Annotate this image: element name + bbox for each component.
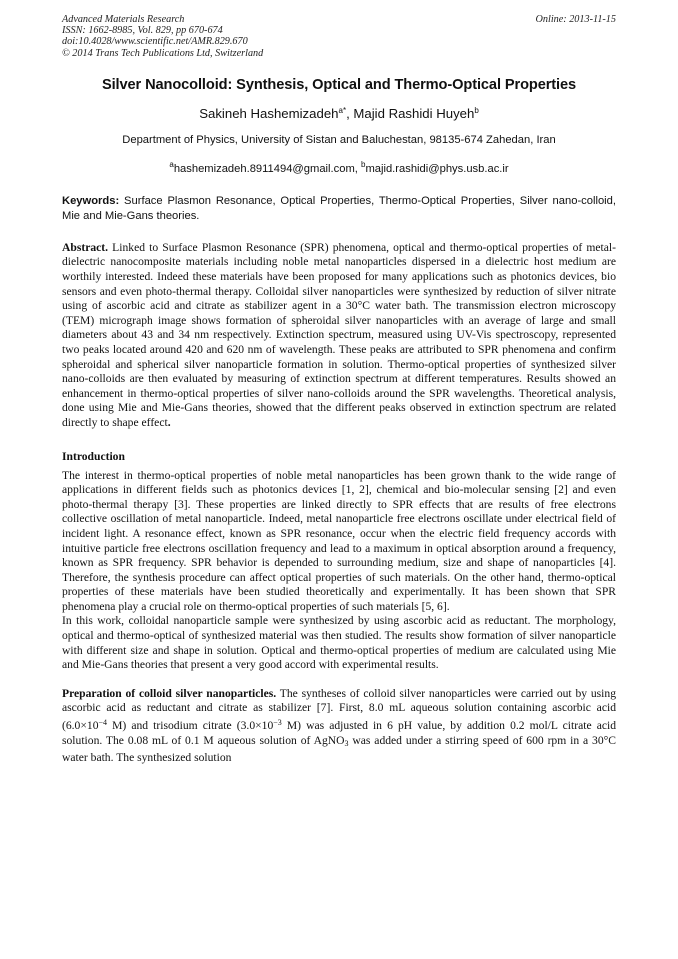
preparation-exponent-2: −3 xyxy=(273,718,282,728)
abstract xyxy=(62,241,616,431)
preparation-text-4: was added under a stirring speed of 600 rpm in a 30°C water bath. The synthesized solution xyxy=(62,733,616,765)
email-a: hashemizadeh.8911494@gmail.com xyxy=(173,162,355,175)
preparation-text-3: M) was adjusted in 6 pH value, by addition 0.2 mol/L citrate acid solution. The 0.08 mL of 0.1 M aqueous solution of AgNO xyxy=(62,719,616,747)
author-1-marker: a* xyxy=(338,105,347,115)
author-1: Sakineh Hashemizadeh xyxy=(199,105,339,121)
paper-page xyxy=(62,14,616,766)
journal-info xyxy=(62,14,616,59)
doi-line: doi:10.4028/www.scientific.net/AMR.829.670 xyxy=(62,36,248,48)
introduction-heading: Introduction xyxy=(62,449,125,463)
issn-line: ISSN: 1662-8985, Vol. 829, pp 670-674 xyxy=(62,25,223,37)
copyright-line: © 2014 Trans Tech Publications Ltd, Switzerland xyxy=(62,47,264,59)
author-separator: , xyxy=(346,105,354,121)
abstract-label: Abstract. xyxy=(62,240,109,254)
keywords-text: Surface Plasmon Resonance, Optical Properties, Thermo-Optical Properties, Silver nano-colloid, Mie and Mie-Gans theories. xyxy=(62,194,616,222)
author-line xyxy=(62,106,616,121)
journal-header xyxy=(62,14,616,59)
introduction-paragraph-1: The interest in thermo-optical properties of noble metal nanoparticles has been grown thank to the wide range of applications in different fields such as photonics devices [1, 2], chemical and bio-molecular sensing [2] and even photo-thermal therapy [3]. These properties are linked directly to SPR effects that are results of free electrons collective oscillation of metal nanoparticle. Indeed, metal nanoparticle free electrons oscillate under electrical field of incident light. A resonance effect, known as SPR resonance, occur when the electric field frequency accords with intuitive particle free electrons oscillation frequency and lead to a maximum in optical absorption around a frequency, known as SPR frequency. SPR behavior is depended to surrounding medium, size and shape of nanoparticles [4]. Therefore, the synthesis procedure can affect optical properties of such materials. On the other hand, thermo-optical properties of these materials have been studied theoretically and experimentally. It has been shown that SPR phenomena play a crucial role on thermo-optical properties of such materials [5, 6]. xyxy=(62,468,616,613)
email-b-marker: b xyxy=(360,159,366,169)
paper-title: Silver Nanocolloid: Synthesis, Optical and Thermo-Optical Properties xyxy=(101,76,577,93)
author-2: Majid Rashidi Huyeh xyxy=(353,105,475,121)
online-date: Online: 2013-11-15 xyxy=(535,14,616,25)
keywords-label: Keywords: xyxy=(62,194,120,207)
keywords xyxy=(62,194,616,224)
journal-name: Advanced Materials Research xyxy=(62,14,185,25)
email-separator: , xyxy=(354,162,361,175)
email-b: majid.rashidi@phys.usb.ac.ir xyxy=(365,162,509,175)
preparation-subscript: 3 xyxy=(344,738,349,748)
preparation-exponent-1: −4 xyxy=(98,718,108,728)
preparation-paragraph xyxy=(62,687,616,766)
email-a-marker: a xyxy=(169,159,174,169)
preparation-text-1: The syntheses of colloid silver nanoparticles were carried out by using ascorbic acid as reductant and citrate as stabilizer [7]. First, 8.0 mL aqueous solution containing ascorbic acid (6.0×10 xyxy=(62,686,616,733)
introduction-paragraph-2: In this work, colloidal nanoparticle sample were synthesized by using ascorbic acid as reductant. The morphology, optical and thermo-optical of synthesized material was then studied. The results show formation of silver nanoparticle with different size and shape in solution. Optical and thermo-optical properties of medium are calculated using Mie and Mie-Gans theories that present a very good accord with experimental results. xyxy=(62,614,616,672)
author-2-marker: b xyxy=(474,105,479,115)
abstract-text: Linked to Surface Plasmon Resonance (SPR) phenomena, optical and thermo-optical properties of metal-dielectric nanocomposite materials including noble metal nanoparticles dispersed in a dielectric host medium are worthily interested. Indeed these materials have been proposed for many applications such as photonics devices, bio sensors and even photo-thermal therapy. Colloidal silver nanoparticles were synthesized by reduction of silver nitrate using of ascorbic acid and citrate as stabilizer agent in a 30°C water bath. The transmission electron microscopy (TEM) micrograph image shows formation of spheroidal silver nanoparticles with an average of large and small diameters about 43 and 34 nm respectively. Extinction spectrum, measured using UV-Vis spectroscopy, represented two peaks located around 420 and 620 nm of wavelength. These peaks are attributed to SPR phenomena and confirm spheroidal and spherical silver nanoparticle formation in solution. Thermo-optical properties of synthesized silver nano-colloids are then evaluated by measuring of extinction spectrum at different temperatures. Results showed an enhancement in thermo-optical properties of silver nano-colloids around the SPR wavelengths. Theoretical analysis, done using Mie and Mie-Gans theories, showed that the different peaks observed in extinction spectrum are related directly to shape effect xyxy=(62,240,616,429)
preparation-text-2: M) and trisodium citrate (3.0×10 xyxy=(107,719,274,733)
affiliation: Department of Physics, University of Sistan and Baluchestan, 98135-674 Zahedan, Iran xyxy=(122,133,556,146)
abstract-final-period: . xyxy=(167,415,171,429)
email-line xyxy=(62,160,616,175)
preparation-label: Preparation of colloid silver nanoparticles. xyxy=(62,686,277,700)
